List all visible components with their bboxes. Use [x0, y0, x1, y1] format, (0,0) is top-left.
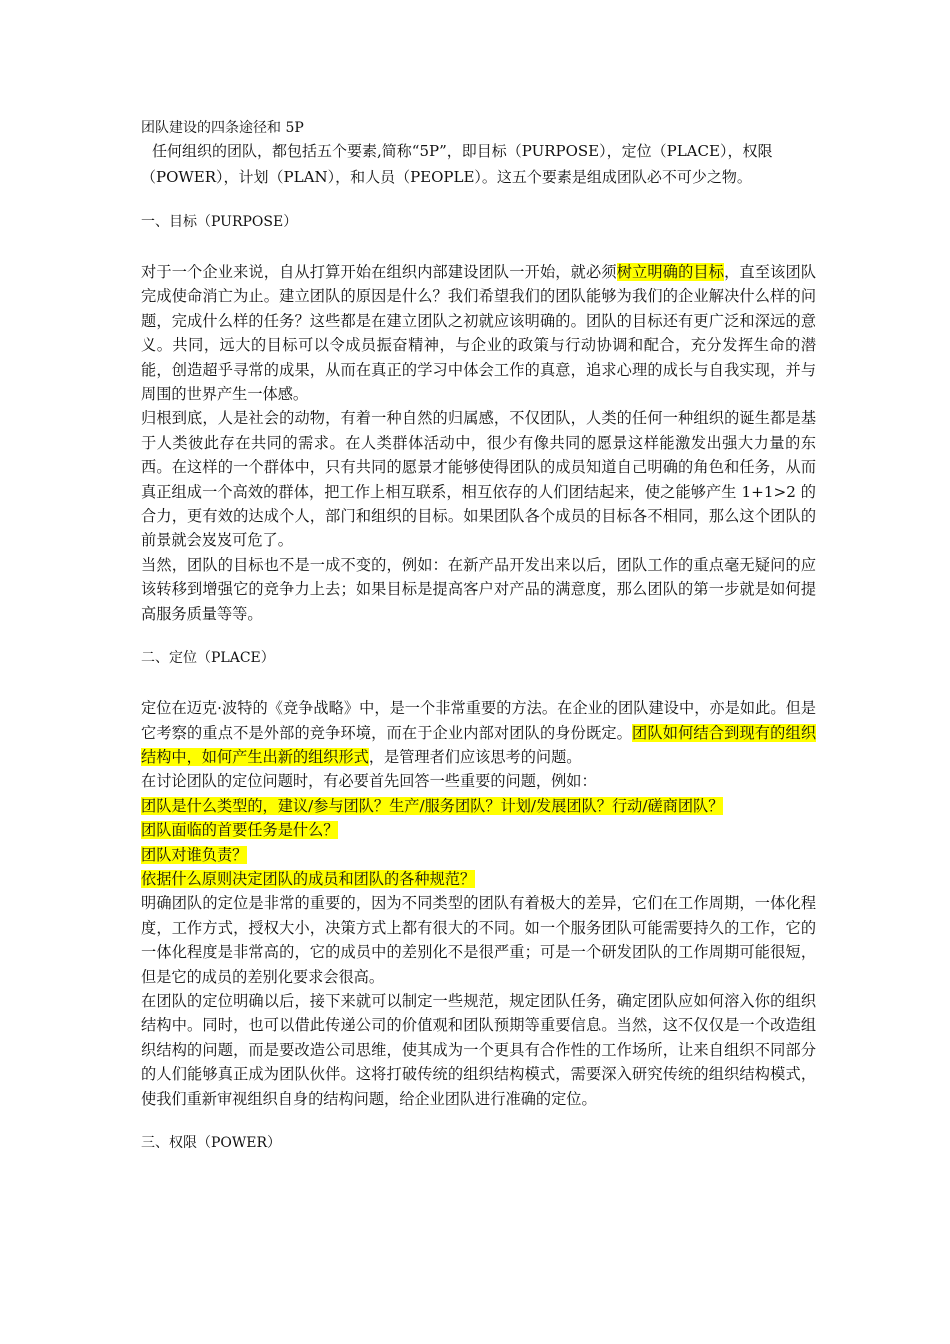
- document-title: 团队建设的四条途径和 5P: [141, 120, 304, 136]
- purpose-paragraph-1: [141, 260, 816, 406]
- highlighted-text: 团队对谁负责？: [141, 845, 248, 864]
- place-paragraph-2: 在讨论团队的定位问题时，有必要首先回答一些重要的问题，例如：: [141, 772, 597, 791]
- question-3: [141, 843, 816, 867]
- highlighted-text: 团队是什么类型的，建议/参与团队？生产/服务团队？计划/发展团队？行动/磋商团队？: [141, 796, 724, 815]
- purpose-paragraph-3: 当然，团队的目标也不是一成不变的，例如：在新产品开发出来以后，团队工作的重点毫无疑问的应该转移到增强它的竞争力上去；如果目标是提高客户对产品的满意度，那么团队的第一步就是如何提高服务质量等等。: [141, 555, 816, 623]
- text-run: ，是管理者们应该思考的问题。: [368, 747, 582, 766]
- text-run: 定位在迈克·波特的《竞争战略》中，是一个非常重要的方法。在企业的团队建设中，亦是如此。但是它考察的重点不是外部的竞争环境，而在于企业内部对团队的身份既定。: [141, 699, 816, 742]
- place-paragraph-4: 在团队的定位明确以后，接下来就可以制定一些规范，规定团队任务，确定团队应如何溶入你的组织结构中。同时，也可以借此传递公司的价值观和团队预期等重要信息。当然，这不仅仅是一个改造组织结构的问题，而是要改造公司思维，使其成为一个更具有合作性的工作场所，让来自组织不同部分的人们能够真正成为团队伙伴。这将打破传统的组织结构模式，需要深入研究传统的组织结构模式，使我们重新审视组织自身的结构问题，给企业团队进行准确的定位。: [141, 991, 816, 1108]
- place-paragraph-1: [141, 696, 816, 769]
- spacer: [141, 668, 816, 696]
- text-run: 对于一个企业来说，自从打算开始在组织内部建设团队一开始，就必须: [141, 263, 617, 281]
- question-4: [141, 867, 816, 891]
- spacer: [141, 626, 816, 648]
- section-heading-power: 三、权限（POWER）: [141, 1135, 282, 1151]
- intro-paragraph: 任何组织的团队，都包括五个要素,简称“5P”，即目标（PURPOSE），定位（PLACE），权限（POWER），计划（PLAN），和人员（PEOPLE）。这五个要素是组成团队必不可少之物。: [141, 142, 773, 186]
- highlighted-text: 树立明确的目标: [616, 263, 725, 281]
- place-paragraph-3: 明确团队的定位是非常的重要的，因为不同类型的团队有着极大的差异，它们在工作周期，一体化程度，工作方式，授权大小，决策方式上都有很大的不同。如一个服务团队可能需要持久的工作，它的一体化程度是非常高的，它的成员中的差别化不是很严重；可是一个研发团队的工作周期可能很短，但是它的成员的差别化要求会很高。: [141, 894, 816, 986]
- spacer: [141, 190, 816, 212]
- question-1: [141, 794, 816, 818]
- purpose-paragraph-2: 归根到底，人是社会的动物，有着一种自然的归属感，不仅团队，人类的任何一种组织的诞生都是基于人类彼此存在共同的需求。在人类群体活动中，很少有像共同的愿景这样能激发出强大力量的东西。在这样的一个群体中，只有共同的愿景才能够使得团队的成员知道自己明确的角色和任务，从而真正组成一个高效的群体，把工作上相互联系，相互依存的人们团结起来，使之能够产生 1+1>2 的合力，更有效的达成个人，部门和组织的目标。如果团队各个成员的目标各不相同，那么这个团队的前景就会岌岌可危了。: [141, 409, 816, 550]
- section-heading-place: 二、定位（PLACE）: [141, 650, 275, 667]
- highlighted-text: 团队如何结合到现有的组织结构中，如何产生出新的组织形式: [141, 723, 817, 766]
- spacer: [141, 1111, 816, 1133]
- section-heading-purpose: 一、目标（PURPOSE）: [141, 214, 298, 230]
- text-run: ，直至该团队完成使命消亡为止。建立团队的原因是什么？我们希望我们的团队能够为我们的企业解决什么样的问题，完成什么样的任务？这些都是在建立团队之初就应该明确的。团队的目标还有更广泛和深远的意义。共同，远大的目标可以令成员振奋精神，与企业的政策与行动协调和配合，充分发挥生命的潜能，创造超乎寻常的成果，从而在真正的学习中体会工作的真意，追求心理的成长与自我实现，并与周围的世界产生一体感。: [141, 263, 817, 404]
- highlighted-text: 团队面临的首要任务是什么？: [141, 821, 339, 840]
- question-2: [141, 818, 816, 842]
- spacer: [141, 232, 816, 260]
- highlighted-text: 依据什么原则决定团队的成员和团队的各种规范？: [141, 869, 476, 888]
